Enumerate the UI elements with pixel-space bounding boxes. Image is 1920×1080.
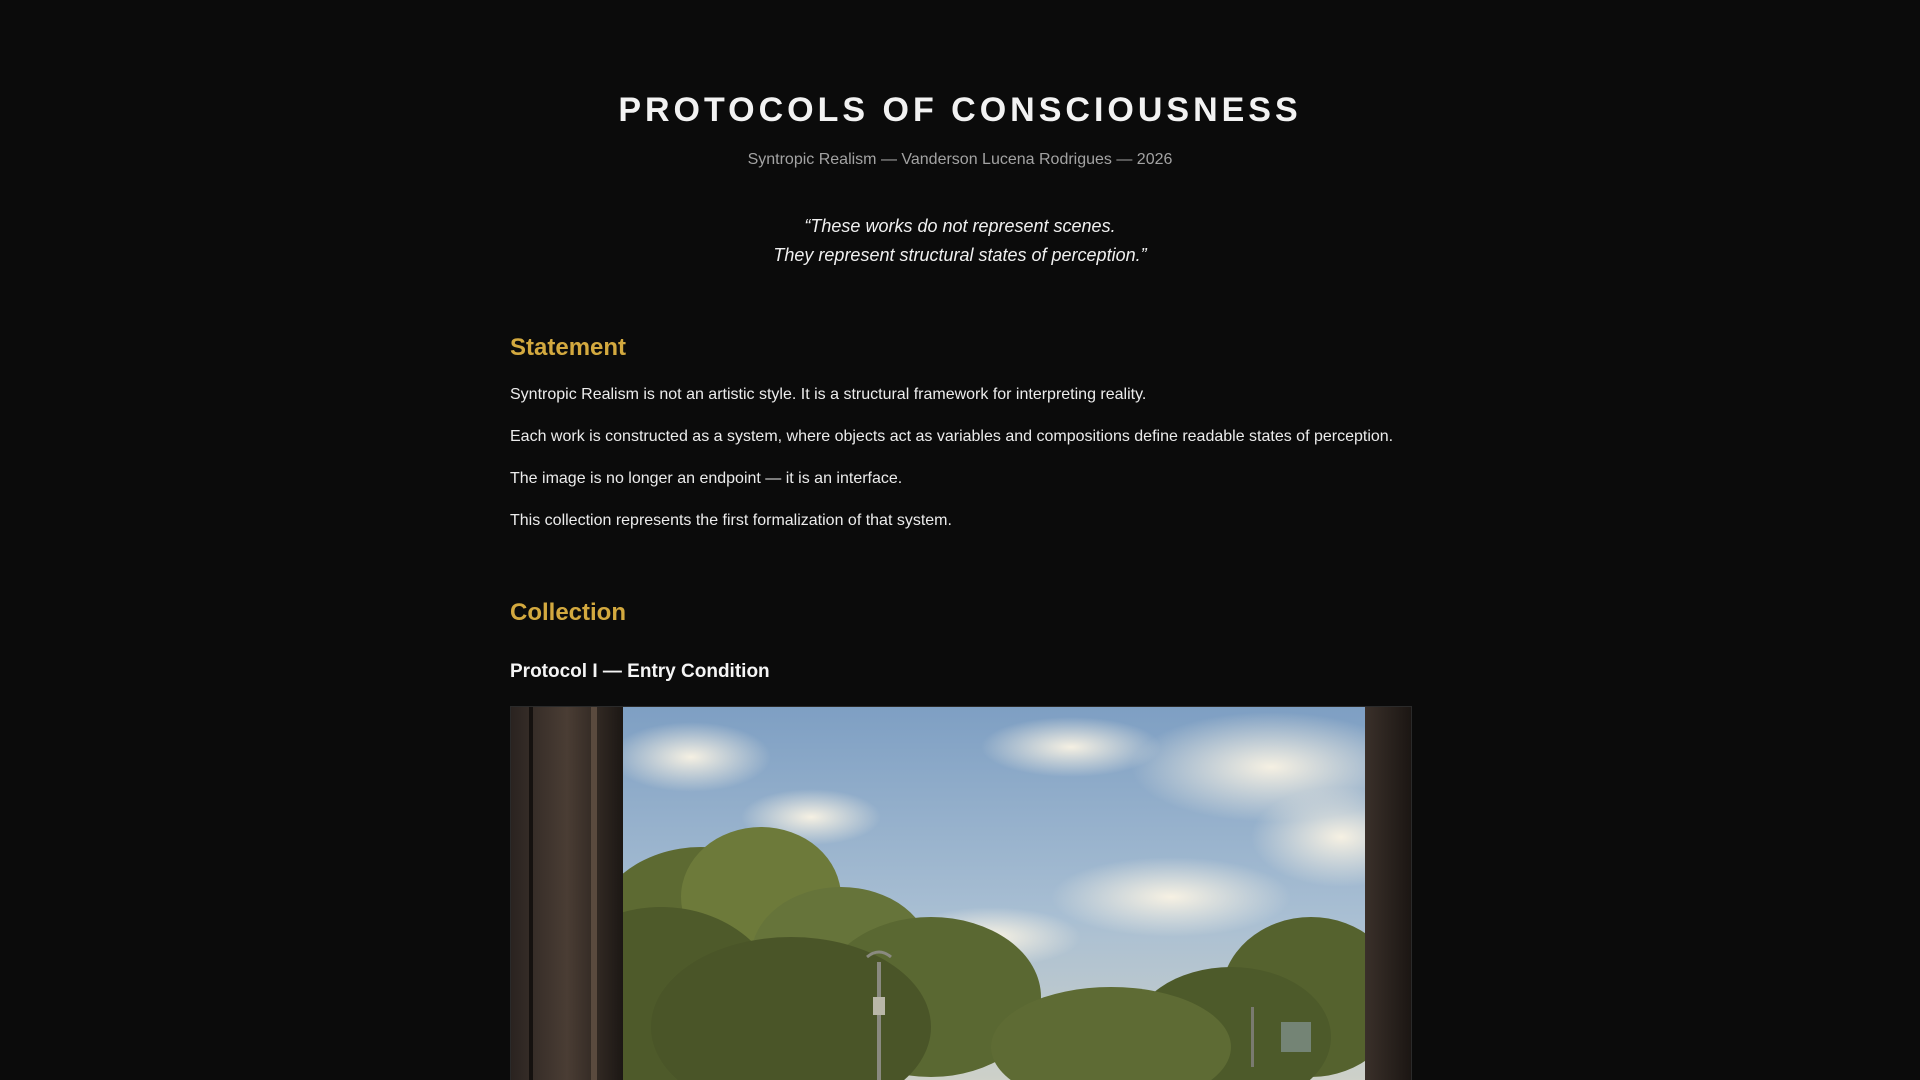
artwork-painting xyxy=(511,707,1412,1080)
statement-heading: Statement xyxy=(510,334,627,361)
statement-paragraph: This collection represents the first formalization of that system. xyxy=(510,512,952,529)
page-subtitle: Syntropic Realism — Vanderson Lucena Rodrigues — 2026 xyxy=(747,151,1173,168)
collection-heading: Collection xyxy=(510,599,627,626)
quote-line-2: They represent structural states of perception.” xyxy=(773,245,1147,265)
statement-section xyxy=(510,333,1412,531)
protocol-title: Protocol I — Entry Condition xyxy=(510,661,770,682)
statement-paragraph: The image is no longer an endpoint — it is an interface. xyxy=(510,470,903,487)
artwork-image xyxy=(510,706,1412,1080)
collection-section xyxy=(510,598,1412,1080)
page-title: PROTOCOLS OF CONSCIOUSNESS xyxy=(618,91,1302,129)
epigraph-quote xyxy=(0,212,1920,270)
quote-line-1: “These works do not represent scenes. xyxy=(804,216,1116,236)
statement-paragraph: Syntropic Realism is not an artistic style. It is a structural framework for interpreting reality. xyxy=(510,386,1147,403)
statement-paragraph: Each work is constructed as a system, where objects act as variables and compositions define readable states of perception. xyxy=(510,428,1394,445)
page-header xyxy=(0,86,1920,170)
